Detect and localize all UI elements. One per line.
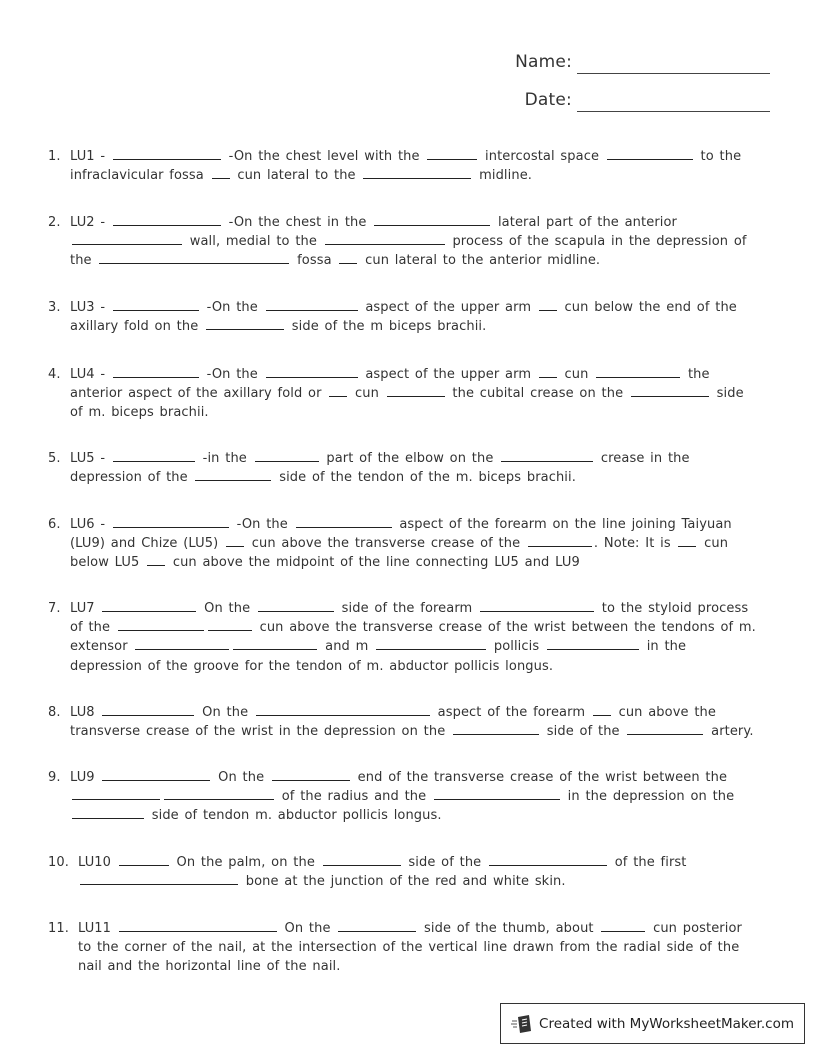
answer-blank[interactable] bbox=[72, 806, 144, 819]
date-row bbox=[480, 88, 770, 114]
text-fragment: part of the elbow on the bbox=[320, 451, 500, 466]
question-text bbox=[78, 853, 760, 891]
question-text bbox=[70, 365, 760, 423]
answer-blank[interactable] bbox=[102, 703, 194, 716]
answer-blank[interactable] bbox=[678, 534, 696, 547]
text-fragment: cun above the transverse crease of the wrist in the depression on the bbox=[70, 705, 716, 740]
answer-blank[interactable] bbox=[607, 147, 693, 160]
answer-blank[interactable] bbox=[539, 298, 557, 311]
text-fragment: midline. bbox=[473, 168, 533, 184]
answer-blank[interactable] bbox=[113, 147, 221, 160]
answer-blank[interactable] bbox=[113, 213, 221, 226]
text-fragment: fossa bbox=[291, 253, 338, 269]
text-fragment: intercostal space bbox=[479, 149, 605, 164]
answer-blank[interactable] bbox=[113, 298, 199, 311]
answer-blank[interactable] bbox=[102, 768, 210, 781]
text-fragment: LU7 bbox=[70, 601, 101, 616]
answer-blank[interactable] bbox=[226, 534, 244, 547]
question-2 bbox=[48, 213, 760, 271]
text-fragment: pollicis bbox=[488, 639, 545, 655]
text-fragment: side of the bbox=[402, 855, 487, 870]
answer-blank[interactable] bbox=[387, 384, 445, 397]
text-fragment: cun above the transverse crease of the bbox=[246, 536, 526, 552]
text-fragment: process of the scapula in the depression of the bbox=[70, 234, 747, 269]
question-1 bbox=[48, 147, 760, 185]
answer-blank[interactable] bbox=[601, 919, 645, 932]
name-row bbox=[480, 50, 770, 76]
name-label: Name: bbox=[515, 52, 572, 72]
text-fragment: cun bbox=[558, 367, 595, 382]
text-fragment: bone at the junction of the red and white skin. bbox=[240, 874, 566, 890]
text-fragment: artery. bbox=[705, 724, 754, 740]
text-fragment: LU6 - bbox=[70, 517, 111, 532]
text-fragment: side of the forearm bbox=[335, 601, 479, 616]
text-fragment: cun above the midpoint of the line connecting LU5 and LU9 bbox=[167, 555, 580, 571]
answer-blank[interactable] bbox=[489, 853, 607, 866]
question-text bbox=[70, 449, 760, 487]
answer-blank[interactable] bbox=[212, 166, 230, 179]
answer-blank[interactable] bbox=[596, 365, 680, 378]
text-fragment: and m bbox=[319, 639, 375, 655]
question-number: 2. bbox=[48, 215, 61, 230]
answer-blank[interactable] bbox=[272, 768, 350, 781]
answer-blank[interactable] bbox=[363, 166, 471, 179]
question-text bbox=[70, 147, 760, 185]
question-number: 7. bbox=[48, 601, 61, 616]
text-fragment: LU5 - bbox=[70, 451, 111, 466]
question-3 bbox=[48, 298, 760, 336]
answer-blank[interactable] bbox=[164, 787, 274, 800]
text-fragment: cun above the transverse crease of the wrist between the tendons of m. extensor bbox=[70, 620, 756, 655]
text-fragment: LU4 - bbox=[70, 367, 111, 382]
answer-blank[interactable] bbox=[119, 919, 277, 932]
question-number: 11. bbox=[48, 921, 69, 936]
answer-blank[interactable] bbox=[266, 365, 358, 378]
text-fragment: -On the bbox=[200, 367, 264, 382]
text-fragment: LU1 - bbox=[70, 149, 111, 164]
question-text bbox=[70, 298, 760, 336]
text-fragment: cun lateral to the bbox=[231, 168, 362, 184]
text-fragment: LU10 bbox=[78, 855, 117, 870]
text-fragment: to the styloid process of the bbox=[70, 601, 749, 636]
text-fragment: cun below LU5 bbox=[70, 536, 729, 571]
question-text bbox=[78, 919, 760, 977]
answer-blank[interactable] bbox=[80, 872, 238, 885]
text-fragment: cun lateral to the anterior midline. bbox=[359, 253, 601, 269]
answer-blank[interactable] bbox=[329, 384, 347, 397]
footer-text: Created with MyWorksheetMaker.com bbox=[539, 1015, 794, 1032]
answer-blank[interactable] bbox=[539, 365, 557, 378]
question-text bbox=[70, 213, 760, 271]
answer-blank[interactable] bbox=[99, 251, 289, 264]
text-fragment: -On the bbox=[230, 517, 294, 532]
answer-blank[interactable] bbox=[480, 599, 594, 612]
text-fragment: On the palm, on the bbox=[170, 855, 321, 870]
answer-blank[interactable] bbox=[427, 147, 477, 160]
text-fragment: the anterior aspect of the axillary fold or bbox=[70, 367, 710, 402]
question-number: 8. bbox=[48, 705, 61, 720]
text-fragment: end of the transverse crease of the wrist between the bbox=[351, 770, 728, 785]
answer-blank[interactable] bbox=[453, 722, 539, 735]
text-fragment: side of the bbox=[541, 724, 626, 740]
text-fragment: -On the bbox=[200, 300, 264, 315]
answer-blank[interactable] bbox=[102, 599, 196, 612]
text-fragment: . Note: It is bbox=[593, 536, 677, 552]
answer-blank[interactable] bbox=[593, 703, 611, 716]
text-fragment: side of the thumb, about bbox=[418, 921, 600, 936]
question-text bbox=[70, 703, 760, 741]
answer-blank[interactable] bbox=[255, 449, 319, 462]
text-fragment: aspect of the forearm bbox=[431, 705, 591, 720]
text-fragment: side of the tendon of the m. biceps brachii. bbox=[273, 470, 576, 486]
question-text bbox=[70, 768, 760, 826]
answer-blank[interactable] bbox=[528, 534, 592, 547]
text-fragment: LU3 - bbox=[70, 300, 111, 315]
answer-blank[interactable] bbox=[325, 232, 445, 245]
text-fragment: On the bbox=[196, 705, 254, 720]
text-fragment: aspect of the upper arm bbox=[359, 300, 537, 315]
answer-blank[interactable] bbox=[195, 468, 271, 481]
question-7 bbox=[48, 599, 760, 676]
question-6 bbox=[48, 515, 760, 573]
question-text bbox=[70, 515, 760, 573]
answer-blank[interactable] bbox=[233, 637, 317, 650]
answer-blank[interactable] bbox=[147, 553, 165, 566]
answer-blank[interactable] bbox=[338, 919, 416, 932]
text-fragment: in the depression on the bbox=[561, 789, 735, 805]
date-field[interactable] bbox=[577, 111, 770, 112]
text-fragment: LU8 bbox=[70, 705, 101, 720]
answer-blank[interactable] bbox=[501, 449, 593, 462]
text-fragment: -in the bbox=[196, 451, 253, 466]
answer-blank[interactable] bbox=[72, 232, 182, 245]
answer-blank[interactable] bbox=[434, 787, 560, 800]
text-fragment: LU2 - bbox=[70, 215, 111, 230]
answer-blank[interactable] bbox=[376, 637, 486, 650]
answer-blank[interactable] bbox=[631, 384, 709, 397]
text-fragment: -On the chest level with the bbox=[222, 149, 426, 164]
text-fragment: LU11 bbox=[78, 921, 117, 936]
text-fragment: cun bbox=[349, 386, 385, 402]
question-number: 6. bbox=[48, 517, 61, 532]
text-fragment: wall, medial to the bbox=[184, 234, 323, 250]
question-text bbox=[70, 599, 760, 676]
question-number: 3. bbox=[48, 300, 61, 315]
text-fragment: side of the m biceps brachii. bbox=[286, 319, 487, 335]
text-fragment: On the bbox=[198, 601, 256, 616]
question-number: 9. bbox=[48, 770, 61, 785]
text-fragment: On the bbox=[212, 770, 270, 785]
answer-blank[interactable] bbox=[119, 853, 169, 866]
question-8 bbox=[48, 703, 760, 741]
answer-blank[interactable] bbox=[627, 722, 703, 735]
footer-badge[interactable] bbox=[500, 1003, 805, 1044]
text-fragment: lateral part of the anterior bbox=[492, 215, 677, 230]
text-fragment: On the bbox=[278, 921, 337, 936]
text-fragment: of the first bbox=[609, 855, 687, 870]
worksheet-maker-logo-icon bbox=[511, 1014, 533, 1034]
text-fragment: to the infraclavicular fossa bbox=[70, 149, 742, 184]
answer-blank[interactable] bbox=[323, 853, 401, 866]
answer-blank[interactable] bbox=[374, 213, 490, 226]
text-fragment: cun below the end of the axillary fold on the bbox=[70, 300, 737, 335]
question-number: 1. bbox=[48, 149, 61, 164]
question-number: 4. bbox=[48, 367, 61, 382]
question-9 bbox=[48, 768, 760, 826]
name-field[interactable] bbox=[577, 73, 770, 74]
answer-blank[interactable] bbox=[256, 703, 430, 716]
text-fragment: aspect of the upper arm bbox=[359, 367, 537, 382]
answer-blank[interactable] bbox=[72, 787, 160, 800]
date-label: Date: bbox=[524, 90, 572, 110]
question-10 bbox=[48, 853, 760, 891]
text-fragment: side of tendon m. abductor pollicis longus. bbox=[146, 808, 442, 824]
answer-blank[interactable] bbox=[258, 599, 334, 612]
answer-blank[interactable] bbox=[547, 637, 639, 650]
text-fragment: LU9 bbox=[70, 770, 101, 785]
text-fragment: of the radius and the bbox=[276, 789, 432, 805]
question-number: 5. bbox=[48, 451, 61, 466]
text-fragment: in the depression of the groove for the tendon of m. abductor pollicis longus. bbox=[70, 639, 687, 674]
question-4 bbox=[48, 365, 760, 423]
question-number: 10. bbox=[48, 855, 69, 870]
answer-blank[interactable] bbox=[118, 618, 204, 631]
answer-blank[interactable] bbox=[208, 618, 252, 631]
text-fragment: aspect of the forearm on the line joining Taiyuan (LU9) and Chize (LU5) bbox=[70, 517, 732, 552]
text-fragment: crease in the depression of the bbox=[70, 451, 690, 486]
answer-blank[interactable] bbox=[296, 515, 392, 528]
text-fragment: side of m. biceps brachii. bbox=[70, 386, 744, 421]
question-11 bbox=[48, 919, 760, 977]
answer-blank[interactable] bbox=[206, 317, 284, 330]
answer-blank[interactable] bbox=[266, 298, 358, 311]
text-fragment: cun posterior to the corner of the nail, at the intersection of the vertical line drawn from the radial side of the nail and the horizontal line of the nail. bbox=[78, 921, 742, 975]
answer-blank[interactable] bbox=[113, 515, 229, 528]
question-5 bbox=[48, 449, 760, 487]
text-fragment: -On the chest in the bbox=[222, 215, 373, 230]
answer-blank[interactable] bbox=[339, 251, 357, 264]
answer-blank[interactable] bbox=[113, 449, 195, 462]
answer-blank[interactable] bbox=[113, 365, 199, 378]
text-fragment: the cubital crease on the bbox=[446, 386, 629, 402]
answer-blank[interactable] bbox=[135, 637, 229, 650]
